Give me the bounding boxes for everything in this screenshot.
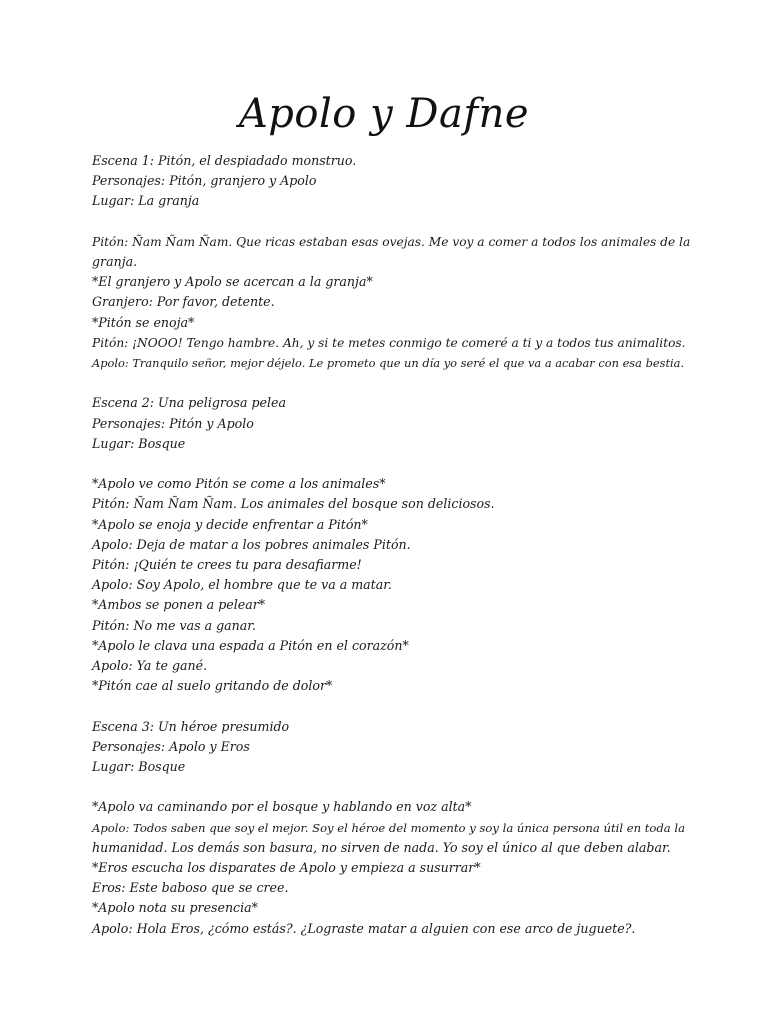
- scene-characters: Personajes: Pitón, granjero y Apolo: [92, 173, 317, 189]
- script-line: humanidad. Los demás son basura, no sirven de nada. Yo soy el único al que deben alabar.: [92, 839, 671, 855]
- scene-characters: Personajes: Apolo y Eros: [92, 738, 250, 754]
- stage-direction: *Apolo va caminando por el bosque y hablando en voz alta*: [92, 799, 472, 815]
- script-line: Apolo: Todos saben que soy el mejor. Soy el héroe del momento y soy la única persona útil en toda la: [92, 820, 686, 835]
- stage-direction: *Apolo nota su presencia*: [92, 900, 258, 916]
- stage-direction: *Apolo ve como Pitón se come a los animales*: [92, 476, 386, 492]
- scene-location: Lugar: Bosque: [92, 435, 186, 451]
- spacer: [92, 696, 677, 716]
- script-line: Apolo: Hola Eros, ¿cómo estás?. ¿Lograste matar a alguien con ese arco de juguete?.: [92, 920, 636, 936]
- scene-3: [92, 717, 686, 939]
- scene-location: Lugar: Bosque: [92, 759, 186, 775]
- script-line: Granjero: Por favor, detente.: [92, 294, 275, 310]
- spacer: [92, 373, 677, 393]
- scene-characters: Personajes: Pitón y Apolo: [92, 415, 254, 431]
- scene-heading: Escena 1: Pitón, el despiadado monstruo.: [92, 153, 357, 168]
- script-line: Apolo: Deja de matar a los pobres animales Pitón.: [92, 536, 411, 552]
- script-line: Eros: Este baboso que se cree.: [92, 880, 289, 896]
- stage-direction: *Pitón cae al suelo gritando de dolor*: [92, 678, 333, 694]
- script-line: Pitón: ¡Quién te crees tu para desafiarme!: [92, 557, 362, 573]
- stage-direction: *Apolo se enoja y decide enfrentar a Pitón*: [92, 516, 368, 532]
- script-line: Pitón: Ñam Ñam Ñam. Los animales del bosque son deliciosos.: [92, 496, 495, 512]
- script-line: granja.: [92, 254, 138, 269]
- scene-heading: Escena 3: Un héroe presumido: [92, 718, 290, 734]
- spacer: [92, 454, 677, 474]
- stage-direction: *Pitón se enoja*: [92, 314, 195, 330]
- stage-direction: *El granjero y Apolo se acercan a la granja*: [92, 274, 373, 290]
- spacer: [92, 212, 677, 232]
- script-line: Apolo: Ya te gané.: [92, 658, 208, 674]
- script-line: Apolo: Soy Apolo, el hombre que te va a matar.: [92, 577, 392, 593]
- script-line: Pitón: ¡NOOO! Tengo hambre. Ah, y si te metes conmigo te comeré a ti y a todos tus animalitos.: [92, 335, 686, 350]
- stage-direction: *Ambos se ponen a pelear*: [92, 597, 266, 613]
- scene-1: [92, 151, 691, 373]
- stage-direction: *Eros escucha los disparates de Apolo y empieza a susurrar*: [92, 860, 481, 876]
- scene-heading: Escena 2: Una peligrosa pelea: [92, 395, 286, 411]
- document-title: Apolo y Dafne: [238, 91, 530, 137]
- spacer: [92, 777, 677, 797]
- script-line: Apolo: Tranquilo señor, mejor déjelo. Le prometo que un día yo seré el que va a acabar con esa bestia.: [92, 356, 685, 371]
- document-body: [92, 151, 691, 939]
- script-line: Pitón: No me vas a ganar.: [92, 617, 256, 633]
- stage-direction: *Apolo le clava una espada a Pitón en el corazón*: [92, 637, 409, 653]
- scene-location: Lugar: La granja: [92, 193, 200, 209]
- scene-2: [92, 393, 677, 696]
- script-line: Pitón: Ñam Ñam Ñam. Que ricas estaban esas ovejas. Me voy a comer a todos los animales de la: [92, 234, 691, 249]
